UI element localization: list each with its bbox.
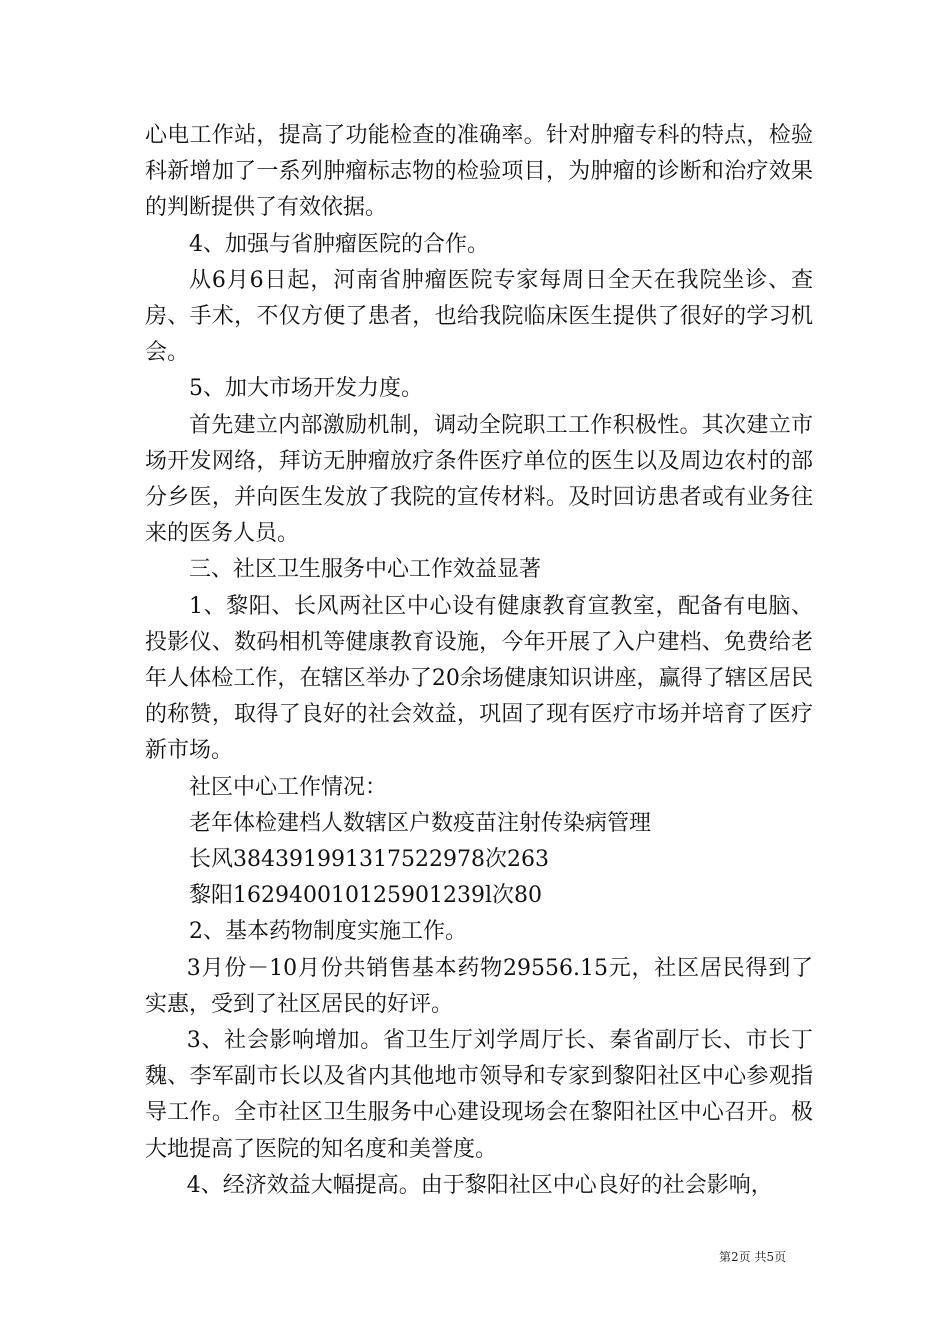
page-number-footer: 第2页 共5页 [719, 1250, 787, 1264]
section-heading-community: 三、社区卫生服务中心工作效益显著 [189, 557, 542, 583]
paragraph-table-header: 老年体检建档人数辖区户数疫苗注射传染病管理 [189, 810, 652, 836]
heading-essential-drugs: 2、基本药物制度实施工作。 [189, 919, 467, 945]
paragraph-work-status-label: 社区中心工作情况： [189, 774, 388, 800]
paragraph-social-influence: 3、社会影响增加。省卫生厅刘学周厅长、秦省副厅长、市长丁魏、李军副市长以及省内其他地市领导和专家到黎阳社区中心参观指导工作。全市社区卫生服务中心建设现场会在黎阳社区中心召开。极大地提高了医院的知名度和美誉度。 [145, 1028, 813, 1162]
paragraph-economic-benefit: 4、经济效益大幅提高。由于黎阳社区中心良好的社会影响， [186, 1172, 773, 1198]
paragraph-table-row-changfeng: 长风384391991317522978次263 [189, 847, 549, 873]
paragraph-drug-sales: 3月份－10月份共销售基本药物29556.15元，社区居民得到了实惠，受到了社区居民的好评。 [145, 955, 813, 1017]
heading-market: 5、加大市场开发力度。 [189, 376, 423, 402]
paragraph-table-row-liyang: 黎阳162940010125901239l次80 [189, 883, 542, 909]
paragraph-community-centers: 1、黎阳、长风两社区中心设有健康教育宣教室，配备有电脑、投影仪、数码相机等健康教育设施，今年开展了入户建档、免费给老年人体检工作，在辖区举办了20余场健康知识讲座，赢得了辖区居民的称赞，取得了良好的社会效益，巩固了现有医疗市场并培育了医疗新市场。 [145, 593, 813, 764]
paragraph-market: 首先建立内部激励机制，调动全院职工工作积极性。其次建立市场开发网络，拜访无肿瘤放疗条件医疗单位的医生以及周边农村的部分乡医，并向医生发放了我院的宣传材料。及时回访患者或有业务往来的医务人员。 [145, 412, 813, 547]
document-body [145, 118, 813, 1204]
heading-cooperation: 4、加强与省肿瘤医院的合作。 [189, 231, 489, 257]
paragraph-cooperation: 从6月6日起，河南省肿瘤医院专家每周日全天在我院坐诊、查房、手术，不仅方便了患者，也给我院临床医生提供了很好的学习机会。 [145, 267, 813, 366]
paragraph-1: 心电工作站，提高了功能检查的准确率。针对肿瘤专科的特点，检验科新增加了一系列肿瘤标志物的检验项目，为肿瘤的诊断和治疗效果的判断提供了有效依据。 [145, 123, 813, 221]
